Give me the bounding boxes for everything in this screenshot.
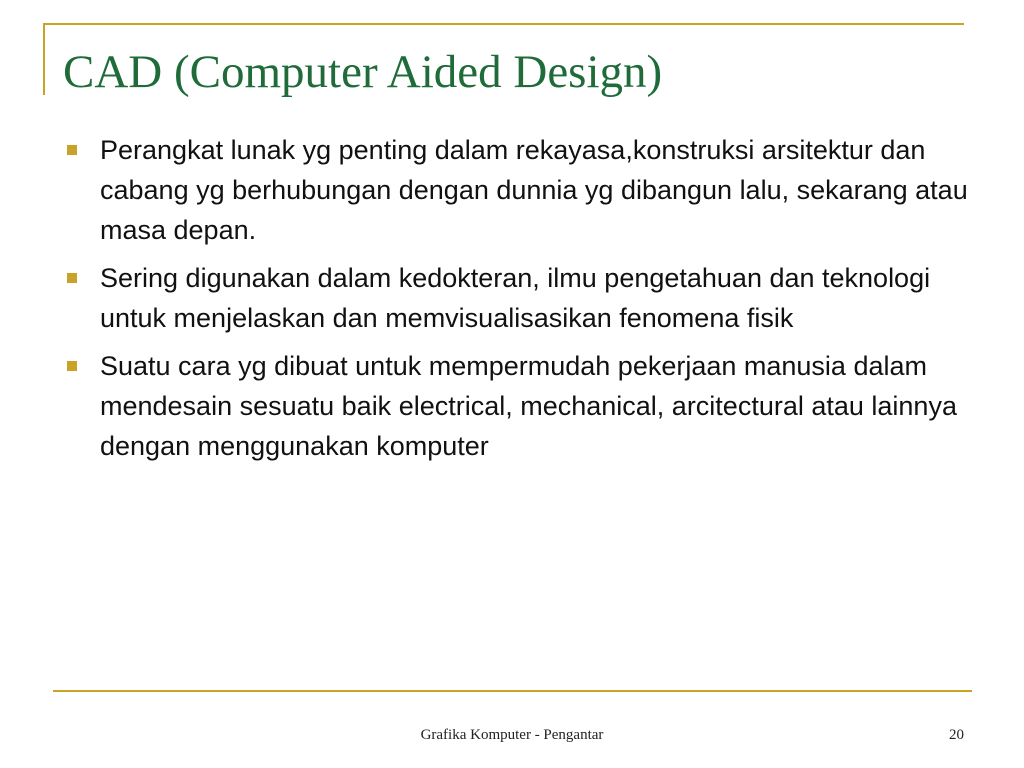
square-bullet-icon xyxy=(67,145,77,155)
bullet-item xyxy=(60,258,970,338)
bullet-list xyxy=(60,130,970,474)
page-number: 20 xyxy=(949,727,964,743)
bullet-item xyxy=(60,346,970,466)
slide-title: CAD (Computer Aided Design) xyxy=(63,46,663,98)
frame-left-line xyxy=(43,23,45,95)
footer-divider xyxy=(53,690,972,692)
frame-top-line xyxy=(43,23,964,25)
bullet-item xyxy=(60,130,970,250)
bullet-text: Suatu cara yg dibuat untuk mempermudah pekerjaan manusia dalam mendesain sesuatu baik electrical, mechanical, arcitectural atau lainnya dengan menggunakan komputer xyxy=(100,351,957,461)
footer-title: Grafika Komputer - Pengantar xyxy=(420,727,604,743)
bullet-text: Sering digunakan dalam kedokteran, ilmu pengetahuan dan teknologi untuk menjelaskan dan memvisualisasikan fenomena fisik xyxy=(100,263,931,333)
square-bullet-icon xyxy=(67,361,77,371)
bullet-text: Perangkat lunak yg penting dalam rekayasa,konstruksi arsitektur dan cabang yg berhubungan dengan dunnia yg dibangun lalu, sekarang atau masa depan. xyxy=(100,135,968,245)
square-bullet-icon xyxy=(67,273,77,283)
